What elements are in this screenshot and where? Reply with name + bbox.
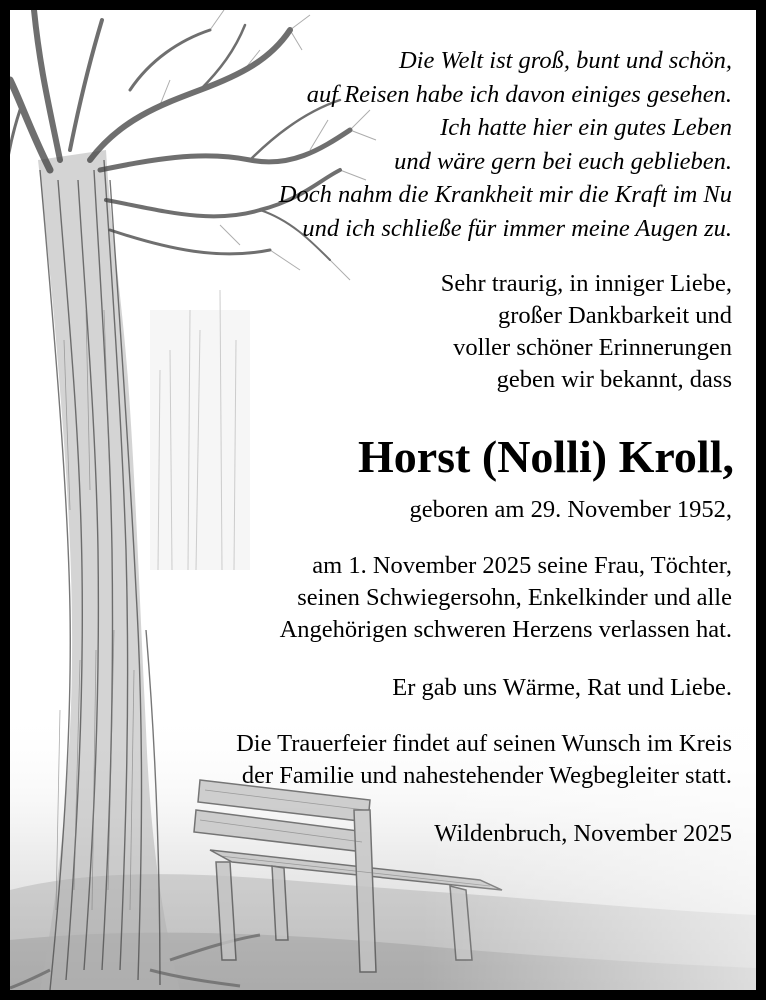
announcement-intro bbox=[441, 268, 732, 396]
funeral-line: der Familie und nahestehender Wegbegleiter statt. bbox=[241, 762, 732, 789]
poem-line: und ich schließe für immer meine Augen zu. bbox=[302, 214, 732, 242]
poem-line: auf Reisen habe ich davon einiges gesehen. bbox=[306, 80, 732, 108]
intro-line: voller schöner Erinnerungen bbox=[453, 334, 732, 361]
poem-line: und wäre gern bei euch geblieben. bbox=[394, 147, 732, 175]
intro-line: Sehr traurig, in inniger Liebe, bbox=[440, 270, 732, 297]
place-date-line: Wildenbruch, November 2025 bbox=[434, 820, 732, 847]
death-notice-line: am 1. November 2025 seine Frau, Töchter, bbox=[312, 552, 732, 579]
place-and-date bbox=[434, 818, 732, 850]
deceased-name: Horst (Nolli) Kroll, bbox=[357, 431, 734, 482]
farewell-poem bbox=[279, 44, 732, 245]
poem-line: Ich hatte hier ein gutes Leben bbox=[440, 114, 732, 141]
death-notice-line: seinen Schwiegersohn, Enkelkinder und alle bbox=[297, 584, 732, 611]
tribute-quote bbox=[392, 672, 732, 704]
birth-date-line: geboren am 29. November 1952, bbox=[409, 496, 732, 523]
death-notice bbox=[280, 550, 732, 646]
funeral-notice bbox=[236, 728, 732, 792]
intro-line: großer Dankbarkeit und bbox=[497, 302, 732, 329]
birth-date bbox=[410, 494, 733, 526]
intro-line: geben wir bekannt, dass bbox=[496, 366, 732, 393]
poem-line: Die Welt ist groß, bunt und schön, bbox=[398, 47, 732, 74]
death-notice-line: Angehörigen schweren Herzens verlassen hat. bbox=[279, 616, 732, 643]
obituary-text bbox=[10, 10, 756, 990]
tribute-line: Er gab uns Wärme, Rat und Liebe. bbox=[392, 674, 732, 701]
poem-line: Doch nahm die Krankheit mir die Kraft im Nu bbox=[278, 181, 732, 208]
funeral-line: Die Trauerfeier findet auf seinen Wunsch im Kreis bbox=[236, 730, 732, 757]
